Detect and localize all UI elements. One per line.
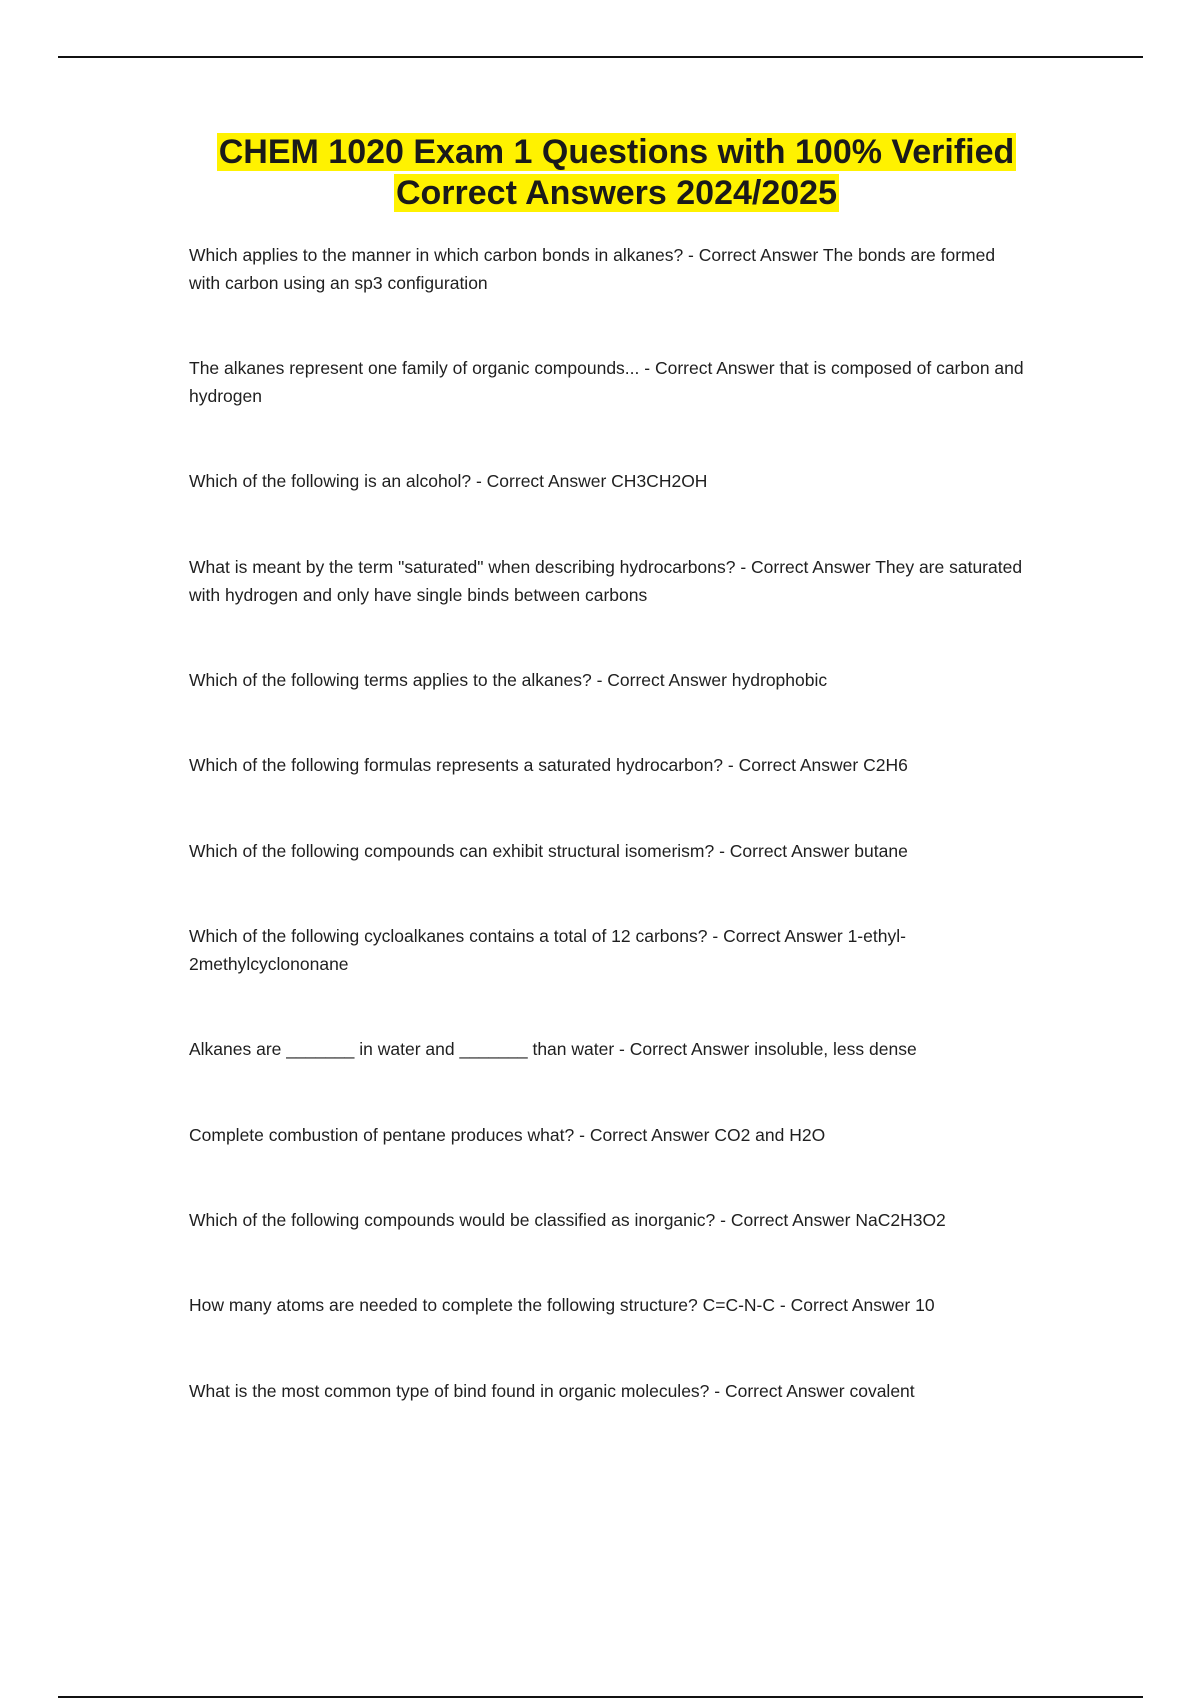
document-title — [120, 132, 1113, 214]
question-text: What is the most common type of bind found in organic molecules? — [189, 1381, 710, 1401]
answer-label: Correct Answer — [738, 755, 859, 775]
question-text: How many atoms are needed to complete the following structure? C=C-N-C — [189, 1295, 776, 1315]
answer-text: butane — [854, 841, 908, 861]
answer-label: Correct Answer — [723, 926, 843, 946]
answer-label: Correct Answer — [751, 557, 871, 577]
answer-label: Correct Answer — [790, 1295, 911, 1315]
separator: - — [775, 1295, 791, 1315]
separator: - — [574, 1125, 590, 1145]
qa-item-13 — [189, 1377, 1029, 1405]
answer-text: that is composed of carbon and hydrogen — [189, 358, 1024, 406]
qa-item-1 — [189, 241, 1029, 297]
separator: - — [591, 670, 608, 690]
answer-text: 10 — [915, 1295, 935, 1315]
top-rule — [58, 56, 1143, 58]
answer-label: Correct Answer — [730, 1210, 851, 1230]
separator: - — [639, 358, 655, 378]
qa-item-9 — [189, 1035, 1029, 1063]
answer-text: hydrophobic — [731, 670, 828, 690]
answer-text: CO2 and H2O — [714, 1125, 826, 1145]
separator: - — [723, 755, 739, 775]
answer-text: insoluble, less dense — [754, 1039, 917, 1059]
answer-text: NaC2H3O2 — [855, 1210, 946, 1230]
qa-item-6 — [189, 751, 1029, 779]
answer-text: C2H6 — [863, 755, 908, 775]
separator: - — [471, 471, 487, 491]
question-text: Which of the following terms applies to the alkanes? — [189, 670, 592, 690]
qa-item-11 — [189, 1206, 1029, 1234]
question-text: Alkanes are _______ in water and _______ than water — [189, 1039, 615, 1059]
qa-item-4 — [189, 553, 1029, 609]
question-text: Which of the following formulas represents a saturated hydrocarbon? — [189, 755, 724, 775]
answer-label: Correct Answer — [589, 1125, 710, 1145]
question-text: Which of the following compounds would be classified as inorganic? — [189, 1210, 716, 1230]
answer-text: CH3CH2OH — [611, 471, 708, 491]
separator: - — [715, 1210, 731, 1230]
answer-text: They are saturated with hydrogen and only have single binds between carbons — [189, 557, 1023, 605]
answer-label: Correct Answer — [724, 1381, 845, 1401]
question-text: Which of the following compounds can exhibit structural isomerism? — [189, 841, 715, 861]
question-text: Which applies to the manner in which carbon bonds in alkanes? — [189, 245, 684, 265]
question-text: The alkanes represent one family of organic compounds... — [189, 358, 640, 378]
answer-text: 1-ethyl-2methylcyclononane — [189, 926, 906, 974]
qa-item-2 — [189, 354, 1029, 410]
answer-label: Correct Answer — [629, 1039, 750, 1059]
separator: - — [735, 557, 752, 577]
answer-text: covalent — [849, 1381, 915, 1401]
qa-item-12 — [189, 1291, 1029, 1319]
answer-text: The bonds are formed with carbon using an sp3 configuration — [189, 245, 996, 293]
separator: - — [714, 841, 730, 861]
answer-label: Correct Answer — [486, 471, 607, 491]
answer-label: Correct Answer — [654, 358, 775, 378]
separator: - — [683, 245, 699, 265]
qa-item-3 — [189, 467, 1029, 495]
question-text: Complete combustion of pentane produces what? — [189, 1125, 575, 1145]
title-line-2: Correct Answers 2024/2025 — [395, 174, 837, 212]
separator: - — [707, 926, 724, 946]
separator: - — [614, 1039, 630, 1059]
separator: - — [709, 1381, 725, 1401]
answer-label: Correct Answer — [729, 841, 850, 861]
question-text: Which of the following is an alcohol? — [189, 471, 472, 491]
qa-item-7 — [189, 837, 1029, 865]
question-text: What is meant by the term "saturated" when describing hydrocarbons? — [189, 557, 736, 577]
answer-label: Correct Answer — [698, 245, 819, 265]
qa-item-5 — [189, 666, 1029, 694]
bottom-rule — [58, 1696, 1143, 1698]
qa-item-8 — [189, 922, 1029, 978]
question-text: Which of the following cycloalkanes contains a total of 12 carbons? — [189, 926, 708, 946]
answer-label: Correct Answer — [607, 670, 727, 690]
qa-item-10 — [189, 1121, 1029, 1149]
title-line-1: CHEM 1020 Exam 1 Questions with 100% Verified — [218, 133, 1015, 171]
